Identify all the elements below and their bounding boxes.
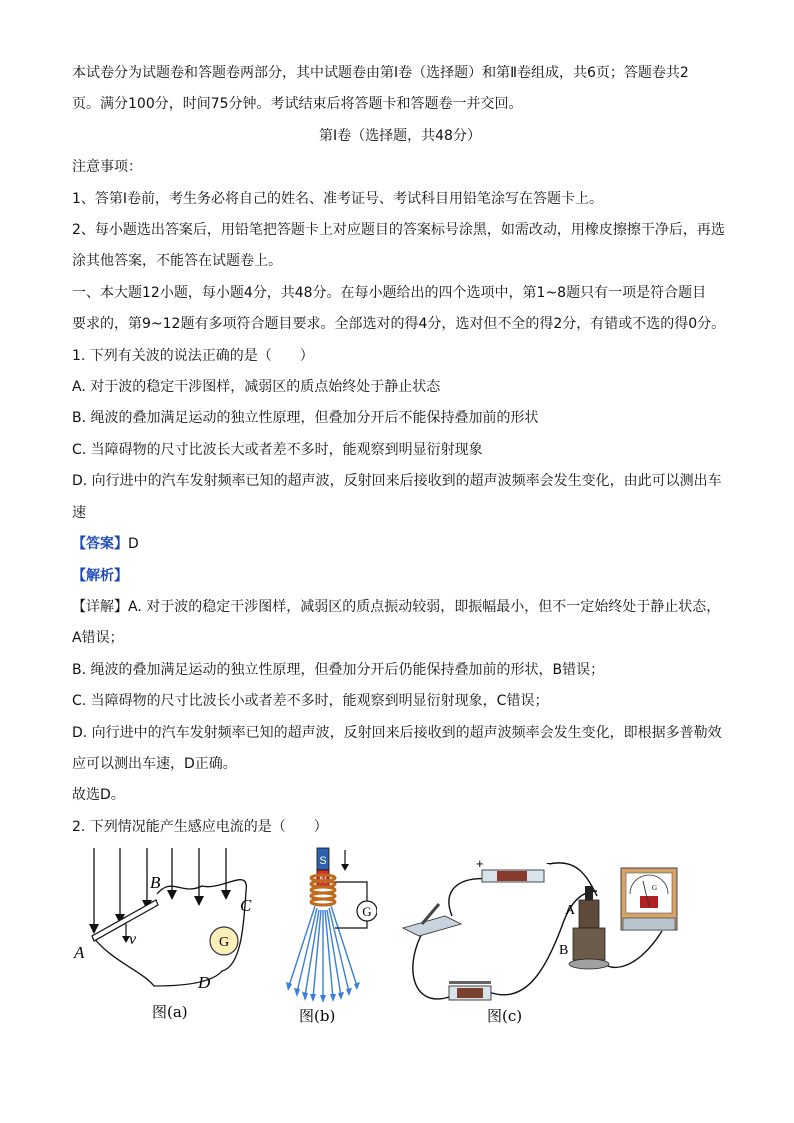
battery-cell-icon [497, 871, 527, 881]
battery-plus: + [476, 856, 484, 871]
figure-a [72, 836, 272, 1031]
q1-detail-d-line-2: 应可以测出车速，D正确。 [72, 755, 237, 772]
label-b: B [150, 873, 161, 892]
answer-tag: 【答案】 [72, 536, 128, 553]
label-b: B [559, 943, 569, 958]
figure-c [397, 836, 687, 1031]
q1-option-a: A. 对于波的稳定干涉图样，减弱区的质点始终处于静止状态 [72, 379, 441, 396]
label-d: D [198, 973, 211, 992]
notes-item-2-line-2: 涂其他答案，不能答在试题卷上。 [72, 253, 282, 270]
q1-detail-d-line-1: D. 向行进中的汽车发射频率已知的超声波，反射回来后接收到的超声波频率会发生变化，即根据多普勒效 [72, 724, 722, 741]
solenoid-coil [311, 875, 335, 905]
label-a: A [565, 903, 576, 918]
pole-n-label: N [319, 875, 327, 886]
battery-minus: − [546, 856, 554, 871]
q1-option-d-line-1: D. 向行进中的汽车发射频率已知的超声波，反射回来后接收到的超声波频率会发生变化，由此可以测出车 [72, 473, 722, 490]
notes-item-1: 1、答第Ⅰ卷前，考生务必将自己的姓名、准考证号、考试科目用铅笔涂写在答题卡上。 [72, 190, 604, 207]
detail-tag: 【详解】 [72, 598, 128, 615]
q1-conclusion: 故选D。 [72, 787, 125, 804]
q1-stem: 1. 下列有关波的说法正确的是（ ） [72, 347, 314, 364]
rheostat-coil [457, 988, 483, 998]
q1-analysis [72, 561, 728, 592]
q2-figures [72, 836, 692, 1036]
part1-instructions-line-1: 一、本大题12小题，每小题4分，共48分。在每小题给出的四个选项中，第1~8题只有一项是符合题目 [72, 284, 707, 301]
part1-instructions-line-2: 要求的，第9~12题有多项符合题目要求。全部选对的得4分，选对但不全的得2分，有错或不选的得0分。 [72, 316, 726, 333]
q1-detail-c: C. 当障碍物的尺寸比波长小或者差不多时，能观察到明显衍射现象，C错误； [72, 693, 549, 710]
coil-b-icon [573, 928, 605, 960]
analysis-tag: 【解析】 [72, 567, 128, 584]
figure-b [277, 836, 377, 1031]
label-a: A [74, 943, 85, 962]
field-lines [289, 906, 357, 999]
caption-c: 图(c) [487, 1007, 523, 1025]
caption-a: 图(a) [152, 1003, 188, 1021]
intro-line-2: 页。满分100分，时间75分钟。考试结束后将答题卡和答题卷一并交回。 [72, 96, 523, 113]
q1-option-b: B. 绳波的叠加满足运动的独立性原理，但叠加分开后不能保持叠加前的形状 [72, 410, 539, 427]
q1-answer [72, 529, 728, 560]
coil-a-core [585, 886, 593, 900]
galvanometer-label: G [652, 884, 658, 892]
galvanometer-magnet [640, 896, 658, 908]
exam-page [72, 58, 728, 843]
sliding-rod [92, 900, 158, 941]
q1-option-c: C. 当障碍物的尺寸比波长大或者差不多时，能观察到明显衍射现象 [72, 441, 483, 458]
pole-s-label: S [319, 855, 327, 867]
q1-detail-a-line-2: A错误； [72, 630, 124, 647]
detail-a-text: A. 对于波的稳定干涉图样，减弱区的质点振动较弱，即振幅最小，但不一定始终处于静止状态， [128, 598, 721, 615]
rheostat-rail [449, 981, 491, 984]
caption-b: 图(b) [299, 1007, 336, 1025]
q1-option-d-line-2: 速 [72, 504, 86, 521]
motion-arrowhead [341, 864, 349, 871]
q2-stem: 2. 下列情况能产生感应电流的是（ ） [72, 818, 328, 835]
coil-base [569, 959, 609, 969]
notes-item-2-line-1: 2、每小题选出答案后，用铅笔把答题卡上对应题目的答案标号涂黑，如需改动，用橡皮擦擦干净后，再选 [72, 222, 725, 239]
notes-heading: 注意事项： [72, 159, 142, 176]
label-v: v [129, 931, 137, 948]
switch-base [403, 916, 461, 936]
galvanometer-label: G [362, 904, 372, 919]
answer-value: D [128, 536, 139, 553]
galvanometer-terminals [623, 918, 675, 930]
intro-line-1: 本试卷分为试题卷和答题卷两部分，其中试题卷由第Ⅰ卷（选择题）和第Ⅱ卷组成，共6页；答题卷共2 [72, 65, 689, 81]
galvanometer-label: G [218, 935, 230, 950]
q1-detail-b: B. 绳波的叠加满足运动的独立性原理，但叠加分开后仍能保持叠加前的形状，B错误； [72, 661, 605, 678]
section-title: 第Ⅰ卷（选择题，共48分） [319, 127, 481, 144]
label-c: C [240, 896, 252, 915]
q1-detail-a-line-1 [72, 592, 728, 623]
coil-a-icon [579, 900, 599, 928]
